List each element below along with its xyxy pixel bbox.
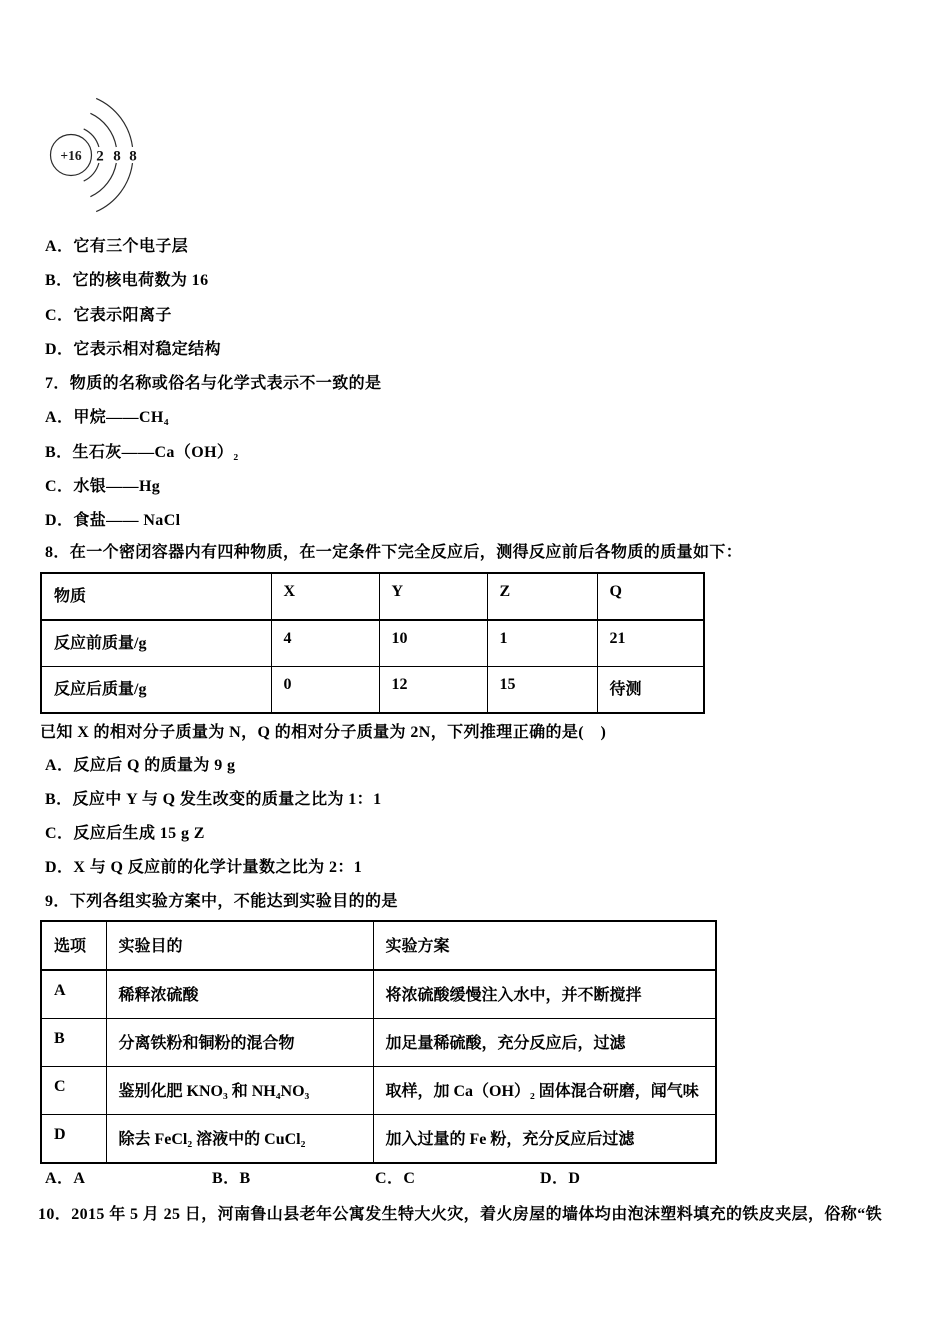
table-row xyxy=(41,1115,716,1164)
table-row xyxy=(41,667,704,714)
table-cell: 反应后质量/g xyxy=(41,667,271,714)
q10-stem: 10．2015 年 5 月 25 日，河南鲁山县老年公寓发生特大火灾，着火房屋的墙体均由泡沫塑料填充的铁皮夹层，俗称“铁 xyxy=(38,1206,883,1223)
q7-stem: 7．物质的名称或俗名与化学式表示不一致的是 xyxy=(45,375,382,392)
table-cell: 0 xyxy=(271,667,379,714)
q6-option-b: B．它的核电荷数为 16 xyxy=(45,272,209,289)
q6-option-c: C．它表示阳离子 xyxy=(45,307,172,324)
q8-option-a: A．反应后 Q 的质量为 9 g xyxy=(45,757,236,774)
q9-stem: 9．下列各组实验方案中，不能达到实验目的的是 xyxy=(45,893,398,910)
table-cell: 加入过量的 Fe 粉，充分反应后过滤 xyxy=(373,1115,716,1164)
table-cell: 10 xyxy=(379,620,487,667)
table-cell: B xyxy=(41,1019,106,1067)
answer-option-d: D．D xyxy=(540,1170,581,1187)
q9-answer-row xyxy=(0,1165,950,1187)
shell-arc xyxy=(84,129,99,147)
answer-option-a: A．A xyxy=(45,1170,86,1187)
shell-electron-count: 2 xyxy=(96,148,104,165)
table-cell: 15 xyxy=(487,667,597,714)
table-cell: A xyxy=(41,970,106,1019)
table-row xyxy=(41,620,704,667)
shell-arc xyxy=(90,113,116,147)
q7-option-b: B．生石灰——Ca（OH）₂ xyxy=(45,444,239,461)
table-row xyxy=(41,1067,716,1115)
answer-option-c: C．C xyxy=(375,1170,416,1187)
table-cell: 加足量稀硫酸，充分反应后，过滤 xyxy=(373,1019,716,1067)
shell-electron-count: 8 xyxy=(113,148,121,165)
table-row xyxy=(41,1019,716,1067)
table-cell: 反应前质量/g xyxy=(41,620,271,667)
table-cell: 将浓硫酸缓慢注入水中，并不断搅拌 xyxy=(373,970,716,1019)
shell-arc xyxy=(90,163,116,197)
table-cell: X xyxy=(271,573,379,620)
table-cell: 4 xyxy=(271,620,379,667)
table-cell: 除去 FeCl₂ 溶液中的 CuCl₂ xyxy=(106,1115,373,1164)
table-cell: 12 xyxy=(379,667,487,714)
table-cell: Q xyxy=(597,573,704,620)
q8-table xyxy=(40,572,705,714)
q6-option-d: D．它表示相对稳定结构 xyxy=(45,341,221,358)
q8-option-d: D．X 与 Q 反应前的化学计量数之比为 2：1 xyxy=(45,859,363,876)
answer-option-b: B．B xyxy=(212,1170,251,1187)
table-row xyxy=(41,921,716,970)
table-cell: 待测 xyxy=(597,667,704,714)
q8-stem: 8．在一个密闭容器内有四种物质，在一定条件下完全反应后，测得反应前后各物质的质量如下： xyxy=(45,544,743,561)
atom-diagram xyxy=(40,92,150,220)
table-cell: 1 xyxy=(487,620,597,667)
q7-option-a: A．甲烷——CH₄ xyxy=(45,409,169,426)
q8-option-c: C．反应后生成 15 g Z xyxy=(45,825,205,842)
q7-option-c: C．水银——Hg xyxy=(45,478,161,495)
table-row xyxy=(41,970,716,1019)
table-cell: 稀释浓硫酸 xyxy=(106,970,373,1019)
table-cell: D xyxy=(41,1115,106,1164)
table-cell: 选项 xyxy=(41,921,106,970)
table-cell: 鉴别化肥 KNO₃ 和 NH₄NO₃ xyxy=(106,1067,373,1115)
table-row xyxy=(41,573,704,620)
table-cell: Z xyxy=(487,573,597,620)
q8-note: 已知 X 的相对分子质量为 N，Q 的相对分子质量为 2N，下列推理正确的是( ) xyxy=(40,724,607,741)
table-cell: Y xyxy=(379,573,487,620)
q6-option-a: A．它有三个电子层 xyxy=(45,238,189,255)
table-cell: C xyxy=(41,1067,106,1115)
nucleus-label: +16 xyxy=(60,148,82,163)
table-cell: 分离铁粉和铜粉的混合物 xyxy=(106,1019,373,1067)
shell-electron-count: 8 xyxy=(129,148,137,165)
table-cell: 21 xyxy=(597,620,704,667)
q8-option-b: B．反应中 Y 与 Q 发生改变的质量之比为 1：1 xyxy=(45,791,382,808)
table-cell: 实验目的 xyxy=(106,921,373,970)
shell-arc xyxy=(84,163,99,181)
q9-table xyxy=(40,920,717,1164)
table-cell: 取样，加 Ca（OH）₂ 固体混合研磨，闻气味 xyxy=(373,1067,716,1115)
table-cell: 实验方案 xyxy=(373,921,716,970)
q7-option-d: D．食盐—— NaCl xyxy=(45,512,181,529)
table-cell: 物质 xyxy=(41,573,271,620)
